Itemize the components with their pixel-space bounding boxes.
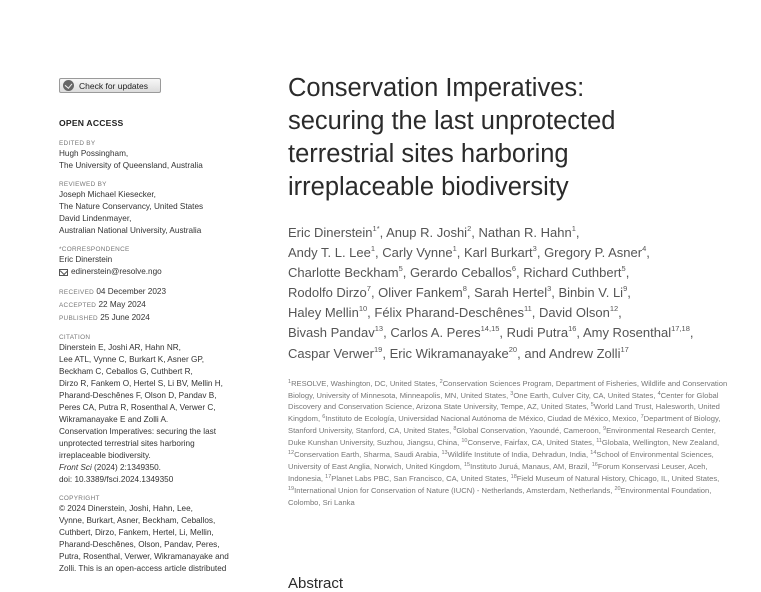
author-name[interactable]: Nathan R. Hahn	[478, 225, 572, 240]
author-name[interactable]: Carly Vynne	[382, 245, 453, 261]
author-line: Caspar Verwer$^{19}$, Eric Wikramanayake$^{20}$, and Andrew Zolli$^{17}$	[288, 344, 629, 361]
affiliation-number: 1	[288, 378, 292, 385]
edited-by-text	[59, 148, 254, 172]
affiliation-text: Department of Biology, Stanford University, Stanford, CA, United States,	[288, 414, 721, 436]
affiliation-number: 12	[288, 450, 295, 457]
mail-icon	[59, 269, 68, 276]
affiliation-text: RESOLVE, Washington, DC, United States,	[291, 378, 440, 388]
affiliation-text: Conservation Sciences Program, Department of Fisheries, Wildlife and Conservation Biology, University of Minnesota, Minneapolis, MN, United States,	[288, 378, 728, 400]
dates-block	[59, 286, 254, 325]
citation-line: Dirzo R, Fankem O, Hertel S, Li BV, Mellin H,	[59, 379, 223, 388]
title-line: Conservation Imperatives:	[288, 74, 585, 102]
author-affiliation-number: 1	[571, 224, 576, 233]
affiliation-text: One Earth, Culver City, CA, United States,	[513, 390, 658, 400]
affiliation-text: Center for Global Discovery and Conservation Science, Arizona State University, Tempe, AZ, United States,	[288, 390, 719, 412]
received-row	[59, 286, 254, 299]
title-line: terrestrial sites harboring	[288, 140, 569, 168]
check-updates-icon	[63, 80, 74, 91]
affiliation-text: Instituto Juruá, Manaus, AM, Brazil,	[470, 462, 592, 471]
check-for-updates-label: Check for updates	[79, 80, 148, 91]
reviewed-by-line: The Nature Conservancy, United States	[59, 202, 204, 211]
author-affiliation-number: 3	[532, 244, 537, 254]
affiliation-number: 16	[591, 462, 598, 468]
citation-line: Conservation Imperatives: securing the last	[59, 427, 217, 436]
author-affiliation-number: 19	[373, 344, 383, 354]
author-name[interactable]: Sarah Hertel	[474, 285, 548, 301]
title-line: irreplaceable biodiversity	[288, 173, 569, 201]
affiliation-text: Forum Konservasi Leuser, Aceh, Indonesia,	[288, 462, 708, 483]
author-name[interactable]: Gregory P. Asner	[544, 245, 643, 261]
affiliation-number: 2	[439, 378, 443, 385]
author-name[interactable]: Oliver Fankem	[378, 285, 463, 301]
affiliation-number: 20	[614, 485, 621, 492]
copyright-line: Zolli. This is an open-access article distributed	[59, 564, 227, 573]
correspondence-label: *CORRESPONDENCE	[59, 246, 130, 253]
citation-journal: Front Sci	[59, 463, 92, 472]
copyright-line: Pharand-Deschênes, Olson, Pandav, Peres,	[59, 540, 220, 549]
author-name[interactable]: Félix Pharand-Deschênes	[374, 305, 524, 321]
accepted-date: 22 May 2024	[98, 300, 146, 309]
citation-line: Wikramanayake E and Zolli A.	[59, 415, 169, 424]
citation-doi[interactable]: doi: 10.3389/fsci.2024.1349350	[59, 475, 174, 484]
edited-by-line: The University of Queensland, Australia	[59, 161, 203, 170]
author-affiliation-number: 12	[609, 304, 619, 314]
author-name[interactable]: Rodolfo Dirzo	[288, 285, 367, 301]
citation-line: Peres CA, Putra R, Rosenthal A, Verwer C,	[59, 403, 216, 412]
citation-journal-line	[59, 462, 254, 474]
author-name[interactable]: Bivash Pandav	[288, 325, 375, 341]
author-name[interactable]: Amy Rosenthal	[582, 325, 672, 341]
author-affiliation-number: 5	[621, 264, 626, 274]
title-line: securing the last unprotected	[288, 107, 616, 135]
author-line: Rodolfo Dirzo$^7$, Oliver Fankem$^8$, Sarah Hertel$^3$, Binbin V. Li$^9$,	[288, 284, 631, 301]
author-name[interactable]: Caspar Verwer	[288, 345, 374, 361]
author-affiliation-number: 6	[511, 264, 517, 274]
affiliation-number: 3	[510, 390, 514, 397]
author-name[interactable]: Eric Wikramanayake	[389, 345, 509, 361]
author-name[interactable]: Haley Mellin	[288, 305, 359, 321]
published-label: PUBLISHED	[59, 315, 98, 322]
author-line: Charlotte Beckham$^5$, Gerardo Ceballos$^6$, Richard Cuthbert$^5$,	[288, 264, 630, 281]
affiliation-text: Environmental Foundation, Colombo, Sri Lanka	[288, 485, 712, 507]
affiliation-number: 7	[640, 414, 644, 421]
correspondence-email[interactable]: edinerstein@resolve.ngo	[71, 267, 162, 276]
author-affiliation-number: 1*	[372, 224, 380, 233]
affiliation-text: Planet Labs PBC, San Francisco, CA, United States,	[331, 473, 511, 483]
author-affiliation-number: 1	[370, 244, 376, 254]
accepted-row	[59, 299, 254, 312]
affiliation-text: Wildlife Institute of India, Dehradun, India,	[447, 450, 591, 460]
citation-volume: (2024) 2:1349350.	[91, 463, 161, 472]
citation-line: irreplaceable biodiversity.	[59, 451, 151, 460]
author-affiliation-number: 7	[366, 284, 371, 294]
copyright-line: Putra, Rosenthal, Verwer, Wikramanayake and	[59, 552, 229, 561]
edited-by-line: Hugh Possingham,	[59, 149, 129, 158]
author-name[interactable]: Anup R. Joshi	[386, 225, 468, 240]
author-line: Bivash Pandav$^{13}$, Carlos A. Peres$^{14,15}$, Rudi Putra$^{16}$, Amy Rosenthal$^{17,18}$,	[288, 324, 694, 341]
affiliation-text: Globaïa, Wellington, New Zealand,	[601, 438, 720, 448]
affiliation-text: International Union for Conservation of Nature (IUCN) - Netherlands, Amsterdam, Netherlands,	[294, 485, 615, 495]
citation-line: Dinerstein E, Joshi AR, Hahn NR,	[59, 343, 181, 352]
affiliation-text: Conservation Earth, Sharma, Saudi Arabia,	[294, 450, 442, 460]
author-affiliation-number: 16	[568, 324, 577, 334]
author-line: Haley Mellin$^{10}$, Félix Pharand-Deschênes$^{11}$, David Olson$^{12}$,	[288, 304, 622, 321]
edited-by-label: EDITED BY	[59, 140, 96, 147]
article-main	[288, 72, 728, 509]
citation-line: unprotected terrestrial sites harboring	[59, 439, 195, 448]
affiliation-text: Instituto de Ecología, Universidad Nacional Autónoma de México, Ciudad de México, Mexico,	[325, 414, 641, 424]
author-affiliation-number: 9	[623, 284, 628, 294]
reviewed-by-line: David Lindenmayer,	[59, 214, 132, 223]
author-affiliation-number: 13	[374, 324, 384, 334]
author-affiliation-number: 5	[398, 264, 403, 274]
citation-line: Lee ATL, Vynne C, Burkart K, Asner GP,	[59, 355, 205, 364]
affiliation-text: Environmental Research Center, Duke Kunshan University, Suzhou, Jiangsu, China,	[288, 426, 716, 448]
affiliation-number: 9	[603, 426, 607, 433]
author-line: Andy T. L. Lee$^1$, Carly Vynne$^1$, Karl Burkart$^3$, Gregory P. Asner$^4$,	[288, 244, 650, 261]
author-name[interactable]: David Olson	[539, 305, 610, 321]
author-affiliation-number: 17,18	[671, 324, 690, 334]
affiliation-number: 6	[322, 414, 326, 421]
abstract-heading: Abstract	[288, 575, 344, 592]
affiliation-text: Conserve, Fairfax, CA, United States,	[467, 438, 597, 448]
author-name[interactable]: Charlotte Beckham	[288, 265, 399, 281]
affiliation-number: 11	[596, 438, 602, 445]
author-name[interactable]: Richard Cuthbert	[523, 265, 622, 281]
citation-line: Pharand-Deschênes F, Olson D, Pandav B,	[59, 391, 217, 400]
reviewed-by-text	[59, 189, 254, 237]
author-affiliation-number: 3	[547, 284, 552, 294]
reviewed-by-line: Australian National University, Australia	[59, 226, 202, 235]
author-name[interactable]: Binbin V. Li	[558, 285, 624, 301]
author-name[interactable]: Carlos A. Peres	[390, 325, 481, 341]
reviewed-by-label: REVIEWED BY	[59, 181, 107, 188]
affiliation-number: 19	[288, 485, 295, 492]
article-sidebar	[59, 78, 254, 575]
correspondence-email-row[interactable]	[59, 266, 254, 278]
received-date: 04 December 2023	[96, 287, 166, 296]
citation-text	[59, 342, 254, 486]
copyright-label: COPYRIGHT	[59, 495, 100, 502]
affiliation-number: 15	[464, 462, 471, 468]
copyright-line: © 2024 Dinerstein, Joshi, Hahn, Lee,	[59, 504, 193, 513]
affiliation-number: 14	[590, 450, 597, 457]
accepted-label: ACCEPTED	[59, 302, 97, 309]
author-affiliation-number: 20	[508, 344, 518, 354]
affiliation-text: Global Conservation, Yaoundé, Cameroon,	[456, 426, 603, 436]
affiliation-number: 5	[590, 402, 594, 409]
published-date: 25 June 2024	[100, 313, 150, 322]
copyright-line: Cuthbert, Dirzo, Fankem, Hertel, Li, Mellin,	[59, 528, 214, 537]
copyright-line: Vynne, Burkart, Asner, Beckham, Ceballos,	[59, 516, 216, 525]
author-affiliation-number: 14,15	[480, 324, 500, 334]
author-line: Eric Dinerstein$^{1*}$, Anup R. Joshi$^2$, Nathan R. Hahn$^1$,	[288, 224, 580, 240]
author-name[interactable]: Karl Burkart	[464, 245, 533, 261]
affiliation-number: 4	[657, 390, 661, 397]
author-affiliation-number: 8	[462, 284, 467, 294]
author-name[interactable]: Eric Dinerstein	[288, 225, 373, 240]
author-affiliation-number: 4	[642, 244, 647, 254]
reviewed-by-line: Joseph Michael Kiesecker,	[59, 190, 156, 199]
published-row	[59, 312, 254, 325]
author-name[interactable]: Andy T. L. Lee	[288, 245, 371, 261]
author-affiliation-number: 2	[467, 224, 472, 233]
author-affiliation-number: 11	[523, 304, 532, 314]
citation-line: Beckham C, Ceballos G, Cuthbert R,	[59, 367, 193, 376]
affiliation-number: 13	[441, 450, 448, 457]
received-label: RECEIVED	[59, 289, 95, 296]
copyright-text	[59, 503, 254, 575]
author-name[interactable]: and Andrew Zolli	[524, 345, 621, 361]
correspondence-name: Eric Dinerstein	[59, 255, 113, 264]
affiliation-text: School of Environmental Sciences, University of East Anglia, Norwich, United Kingdom,	[288, 450, 714, 471]
author-affiliation-number: 10	[358, 304, 368, 314]
affiliations	[288, 378, 728, 509]
article-title	[288, 72, 728, 204]
affiliation-number: 17	[325, 473, 332, 480]
affiliation-number: 10	[461, 438, 468, 445]
affiliation-text: Field Museum of Natural History, Chicago, IL, United States,	[516, 473, 720, 483]
check-for-updates-button[interactable]	[59, 78, 161, 93]
author-affiliation-number: 17	[620, 344, 629, 354]
affiliation-number: 18	[510, 473, 517, 480]
affiliation-text: World Land Trust, Halesworth, United Kingdom,	[288, 402, 720, 424]
author-list	[288, 223, 728, 364]
author-name[interactable]: Rudi Putra	[506, 325, 569, 341]
author-affiliation-number: 1	[452, 244, 457, 254]
citation-label: CITATION	[59, 334, 91, 341]
affiliation-number: 8	[453, 426, 457, 433]
open-access-label: OPEN ACCESS	[59, 118, 124, 128]
author-name[interactable]: Gerardo Ceballos	[409, 265, 512, 281]
